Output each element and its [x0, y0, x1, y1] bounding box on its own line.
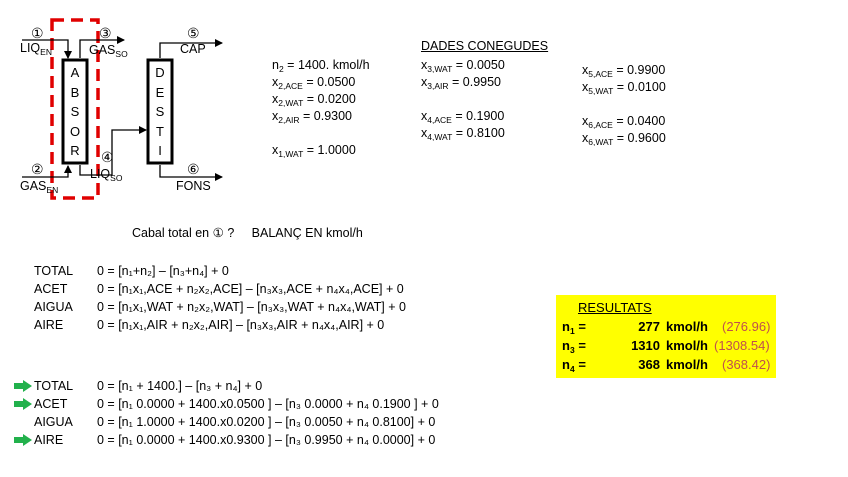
stream-2-label: $GAS_{EN}$ [20, 179, 59, 195]
balance-names-general: TOTAL ACET AIGUA AIRE [34, 264, 74, 332]
known-data-right: $x_{5,ACE} = 0.9900$ $x_{5,WAT} = 0.0100$ $x_{6,ACE} = 0.0400$ $x_{6,WAT} = 0.9600$ [582, 63, 666, 147]
result-n4-unit: kmol/h [666, 357, 708, 372]
known-data-left: $x_{3,WAT} = 0.0050$ $x_{3,AIR} = 0.9950$ $x_{4,ACE} = 0.1900$ $x_{4,WAT} = 0.8100$ [421, 58, 505, 142]
results-box [556, 295, 776, 378]
given-x1-wat: $x_{1,WAT} = 1.0000$ [272, 143, 356, 159]
eq-general-acet: 0 = [n₁x₁,ACE + n₂x₂,ACE] – [n₃x₃,ACE + n₄x₄,ACE] + 0 [97, 282, 404, 296]
balance-equations-general [97, 262, 406, 334]
stream-3-number: ③ [99, 25, 112, 41]
given-x2-air: $x_{2,AIR} = 0.9300$ [272, 109, 353, 125]
eq-numeric-total: 0 = [n₁ + 1400.] – [n₃ + n₄] + 0 [97, 379, 263, 393]
results-title: RESULTATS [578, 300, 652, 315]
eq-general-total: 0 = [n₁+n₂] – [n₃+n₄] + 0 [97, 264, 229, 278]
result-n3-value: 1310 [631, 338, 660, 353]
given-x2-wat: $x_{2,WAT} = 0.0200$ [272, 92, 356, 108]
stream-4-number: ④ [101, 149, 114, 165]
eq-general-aire: 0 = [n₁x₁,AIR + n₂x₂,AIR] – [n₃x₃,AIR + n₄x₄,AIR] + 0 [97, 318, 385, 332]
absorber-letter: A [70, 65, 80, 80]
eq-numeric-aire: 0 = [n₁ 0.0000 + 1400.x0.9300 ] – [n₃ 0.9950 + n₄ 0.0000] + 0 [97, 433, 436, 447]
result-n3-unit: kmol/h [666, 338, 708, 353]
stream-5-label: CAP [180, 42, 206, 56]
stream-2-number: ② [31, 161, 44, 177]
distiller-letter: E [155, 84, 165, 100]
green-arrow-icon [14, 434, 32, 446]
result-n3-exact: (1308.54) [714, 338, 770, 353]
distiller-letter: T [156, 123, 164, 139]
stream-1-number: ① [31, 25, 44, 41]
result-n4-exact: (368.42) [722, 357, 771, 372]
result-n4: $n_4$ = [562, 357, 586, 374]
stream-3-label: $GAS_{SO}$ [89, 43, 128, 59]
stream-5-number: ⑤ [187, 25, 200, 41]
result-n1-unit: kmol/h [666, 319, 708, 334]
distiller-letter: S [155, 104, 165, 119]
question-line: Cabal total en ① ? BALANÇ EN kmol/h [132, 226, 363, 240]
result-n3: $n_3$ = [562, 338, 586, 355]
stream-6-label: FONS [176, 179, 211, 193]
stream-2-line [22, 166, 68, 177]
distiller-letter: I [158, 143, 162, 158]
absorber-letter: S [70, 104, 80, 119]
given-n2: $n_2 = 1400$. kmol/h [272, 58, 370, 74]
eq-numeric-acet: 0 = [n₁ 0.0000 + 1400.x0.0500 ] – [n₃ 0.0000 + n₄ 0.1900 ] + 0 [97, 397, 439, 411]
stream-6-number: ⑥ [187, 161, 200, 177]
given-x2-ace: $x_{2,ACE} = 0.0500$ [272, 75, 356, 91]
result-n4-value: 368 [638, 357, 660, 372]
absorber-letter: B [70, 84, 80, 100]
balance-equations-numeric [97, 377, 439, 449]
distiller-letters [148, 63, 172, 161]
result-n1-value: 277 [638, 319, 660, 334]
stream-4-label: $LIQ_{SO}$ [90, 167, 123, 183]
eq-numeric-aigua: 0 = [n₁ 1.0000 + 1400.x0.0200 ] – [n₃ 0.0050 + n₄ 0.8100] + 0 [97, 415, 436, 429]
absorber-letter: R [70, 143, 80, 158]
result-n1-exact: (276.96) [722, 319, 771, 334]
balance-names-numeric: TOTAL ACET AIGUA AIRE [34, 379, 74, 447]
eq-general-aigua: 0 = [n₁x₁,WAT + n₂x₂,WAT] – [n₃x₃,WAT + n₄x₄,WAT] + 0 [97, 300, 406, 314]
green-arrow-icon [14, 398, 32, 410]
result-n1: $n_1$ = [562, 319, 586, 336]
stream-1-label: $LIQ_{EN}$ [20, 41, 52, 57]
absorber-letter: O [69, 123, 81, 139]
distiller-letter: D [155, 65, 165, 80]
given-data [272, 57, 370, 159]
green-arrow-icon [14, 380, 32, 392]
absorber-letters [63, 63, 87, 161]
known-data-title: DADES CONEGUDES [421, 39, 549, 53]
